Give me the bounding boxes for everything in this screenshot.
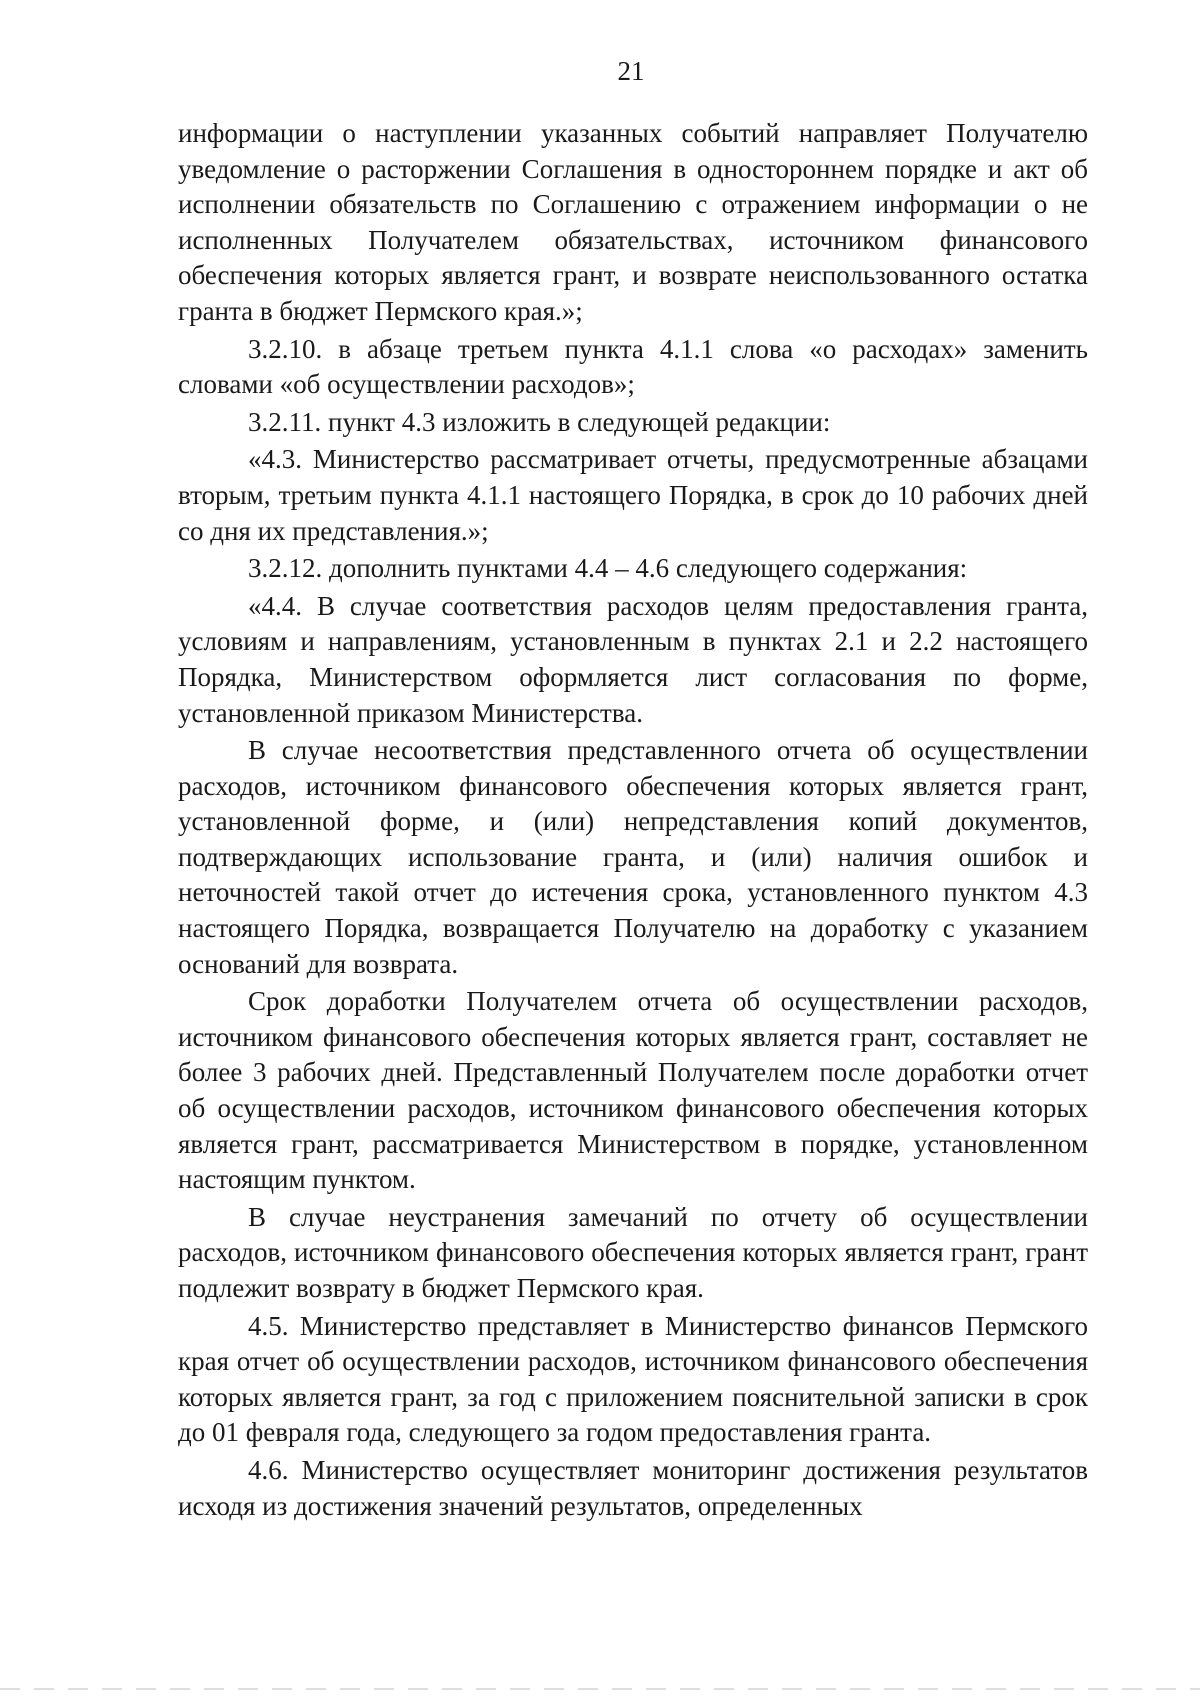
scan-edge-line <box>0 1688 1200 1690</box>
paragraph-4-6: 4.6. Министерство осуществляет мониторинг достижения результатов исходя из достижения значений результатов, определенных <box>178 1454 1088 1521</box>
document-body <box>178 116 1088 1524</box>
paragraph-4-4-nonconformity: В случае несоответствия представленного отчета об осуществлении расходов, источником финансового обеспечения которых является грант, установленной форме, и (или) непредставления копий документов, подтверждающих использование гранта, и (или) наличия ошибок и неточностей такой отчет до истечения срока, установленного пунктом 4.3 настоящего Порядка, возвращается Получателю на доработку с указанием оснований для возврата. <box>178 735 1088 979</box>
paragraph-4-3: «4.3. Министерство рассматривает отчеты, предусмотренные абзацами вторым, третьим пункта 4.1.1 настоящего Порядка, в срок до 10 рабочих дней со дня их представления.»; <box>178 444 1088 546</box>
paragraph-3-2-10: 3.2.10. в абзаце третьем пункта 4.1.1 слова «о расходах» заменить словами «об осуществлении расходов»; <box>178 333 1088 400</box>
paragraph-4-4: «4.4. В случае соответствия расходов целям предоставления гранта, условиям и направлениям, установленным в пунктах 2.1 и 2.2 настоящего Порядка, Министерством оформляется лист согласования по форме, установленной приказом Министерства. <box>178 590 1088 728</box>
paragraph-4-5: 4.5. Министерство представляет в Министерство финансов Пермского края отчет об осуществлении расходов, источником финансового обеспечения которых является грант, за год с приложением пояснительной записки в срок до 01 февраля года, следующего за годом предоставления гранта. <box>178 1310 1088 1448</box>
paragraph-4-4-refund: В случае неустранения замечаний по отчету об осуществлении расходов, источником финансового обеспечения которых является грант, грант подлежит возврату в бюджет Пермского края. <box>178 1201 1088 1303</box>
paragraph-3-2-11: 3.2.11. пункт 4.3 изложить в следующей редакции: <box>248 406 831 437</box>
paragraph-4-4-revision-term: Срок доработки Получателем отчета об осуществлении расходов, источником финансового обеспечения которых является грант, составляет не более 3 рабочих дней. Представленный Получателем после доработки отчет об осуществлении расходов, источником финансового обеспечения которых является грант, рассматривается Министерством в порядке, установленном настоящим пунктом. <box>178 986 1088 1195</box>
paragraph-continuation: информации о наступлении указанных событий направляет Получателю уведомление о расторжении Соглашения в одностороннем порядке и акт об исполнении обязательств по Соглашению с отражением информации о не исполненных Получателем обязательствах, источником финансового обеспечения которых является грант, и возврате неиспользованного остатка гранта в бюджет Пермского края.»; <box>178 118 1088 326</box>
paragraph-3-2-12: 3.2.12. дополнить пунктами 4.4 – 4.6 следующего содержания: <box>248 553 968 584</box>
page-number: 21 <box>617 56 645 86</box>
